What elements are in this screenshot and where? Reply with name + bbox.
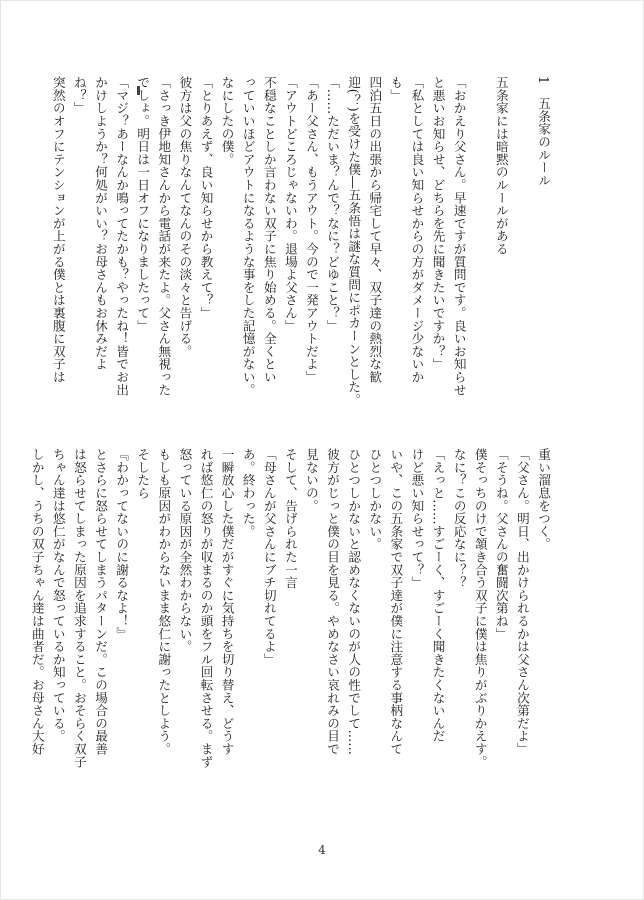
text-line: 僕そっちのけで頷き合う双子に僕は焦りがぶりかえす。 <box>472 448 488 768</box>
text-line: 怒っている原因が全然わからない。 <box>177 448 193 653</box>
page-number: 4 <box>318 843 326 857</box>
text-line: なにしたの僕。 <box>219 76 235 166</box>
text-line: 1 五条家のルール <box>536 76 551 187</box>
text-line: 「とりあえず、良い知らせから教えて？」 <box>198 76 214 320</box>
text-line: も」 <box>388 76 404 102</box>
text-line: 不穏なことしか言わない双子に焦り始める。全くとい <box>261 76 277 384</box>
text-line <box>512 76 533 428</box>
text-line: 「父さん。明日、出かけられるかは父さん次第だよ」 <box>514 448 530 756</box>
text-line: 突然のオフにテンションが上がる僕とは裏腹に双子は <box>50 76 66 384</box>
text-line: 「アウトどころじゃないわ。退場よ父さん」 <box>282 76 298 332</box>
text-line: かけしようか？何処がいい？お母さんもお休みだよ <box>93 76 109 371</box>
text-line: 「マジ？あーなんか鳴ってたかも？やったね！皆でお出 <box>114 76 130 396</box>
text-line: 『わかってないのに謝るなよ！』 <box>114 448 130 640</box>
text-line: 「さっき伊地知さんから電話が来たよ。父さん無視った <box>156 76 172 396</box>
text-line <box>470 76 491 428</box>
bottom-text-block <box>29 448 554 804</box>
top-text-block <box>50 76 554 428</box>
text-line: 見ないの。 <box>303 448 319 512</box>
text-line: もしも原因がわからないまま悠仁に謝ったとしよう。 <box>156 448 172 756</box>
text-line: 「母さんが父さんにブチ切れてるよ」 <box>261 448 277 666</box>
text-line: 迎(？)を受けた僕―五条悟は謎な質問にポカーンとした。 <box>346 76 362 407</box>
text-line: 「……ただいま？んで？なに？どゆこと？」 <box>325 76 341 332</box>
text-line: 一瞬放心した僕だがすぐに気持ちを切り替え、どうす <box>219 448 235 756</box>
text-line: 五条家には暗黙のルールがある <box>493 76 509 256</box>
text-line: 「あー父さん、もうアウト。今ので一発アウトだよ」 <box>303 76 319 384</box>
text-line: 彼方がじっと僕の目を見る。やめなさい哀れみの目で <box>325 448 341 756</box>
text-line: しかし、うちの双子ちゃん達は曲者だ。お母さん大好 <box>29 448 45 756</box>
text-line: 「えっと……すごーく、すごーく聞きたくないんだ <box>430 448 446 743</box>
text-line: 重い溜息をつく。 <box>536 448 551 551</box>
text-line: ちゃん達は悠仁がなんで怒っているか知っている。 <box>50 448 66 743</box>
text-line: ひとつしかないと認めなくないのが人の性でして…… <box>346 448 362 756</box>
text-line: 彼方は父の焦りなんてなんのその淡々と告げる。 <box>177 76 193 358</box>
text-line: あ。終わった。 <box>240 448 256 538</box>
text-line: 「おかえり父さん。早速ですが質問です。良いお知らせ <box>451 76 467 396</box>
text-line: っていいほどアウトになるような事をした記憶がない。 <box>240 76 256 396</box>
text-line: なに？この反応なに？？ <box>451 448 467 589</box>
text-line: 「そうね。父さんの奮闘次第ね」 <box>493 448 509 640</box>
text-line: ね？」 <box>71 76 87 115</box>
text-line: 「私としては良い知らせからの方がダメージ少ないか <box>409 76 425 384</box>
text-line: とさらに怒らせてしまうパターンだ。この場合の最善 <box>93 448 109 756</box>
text-line: そしたら <box>135 448 151 500</box>
text-line: は怒らせてしまった原因を追求すること。おそらく双子 <box>71 448 87 768</box>
text-line: と悪いお知らせ、どちらを先に聞きたいですか？」 <box>430 76 446 371</box>
text-line: そして、告げられた一言 <box>282 448 298 589</box>
text-line: ひとつしかない。 <box>367 448 383 551</box>
text-line: けど悪い知らせって？」 <box>409 448 425 589</box>
text-line: れば悠仁の怒りが収まるのか頭をフル回転させる。まず <box>198 448 214 768</box>
text-line: 四泊五日の出張から帰宅して早々、双子達の熱烈な歓 <box>367 76 383 384</box>
text-line: でしょ。明日は一日オフになりましたって」 <box>135 76 151 332</box>
text-line: いや、この五条家で双子達が僕に注意する事柄なんて <box>388 448 404 756</box>
